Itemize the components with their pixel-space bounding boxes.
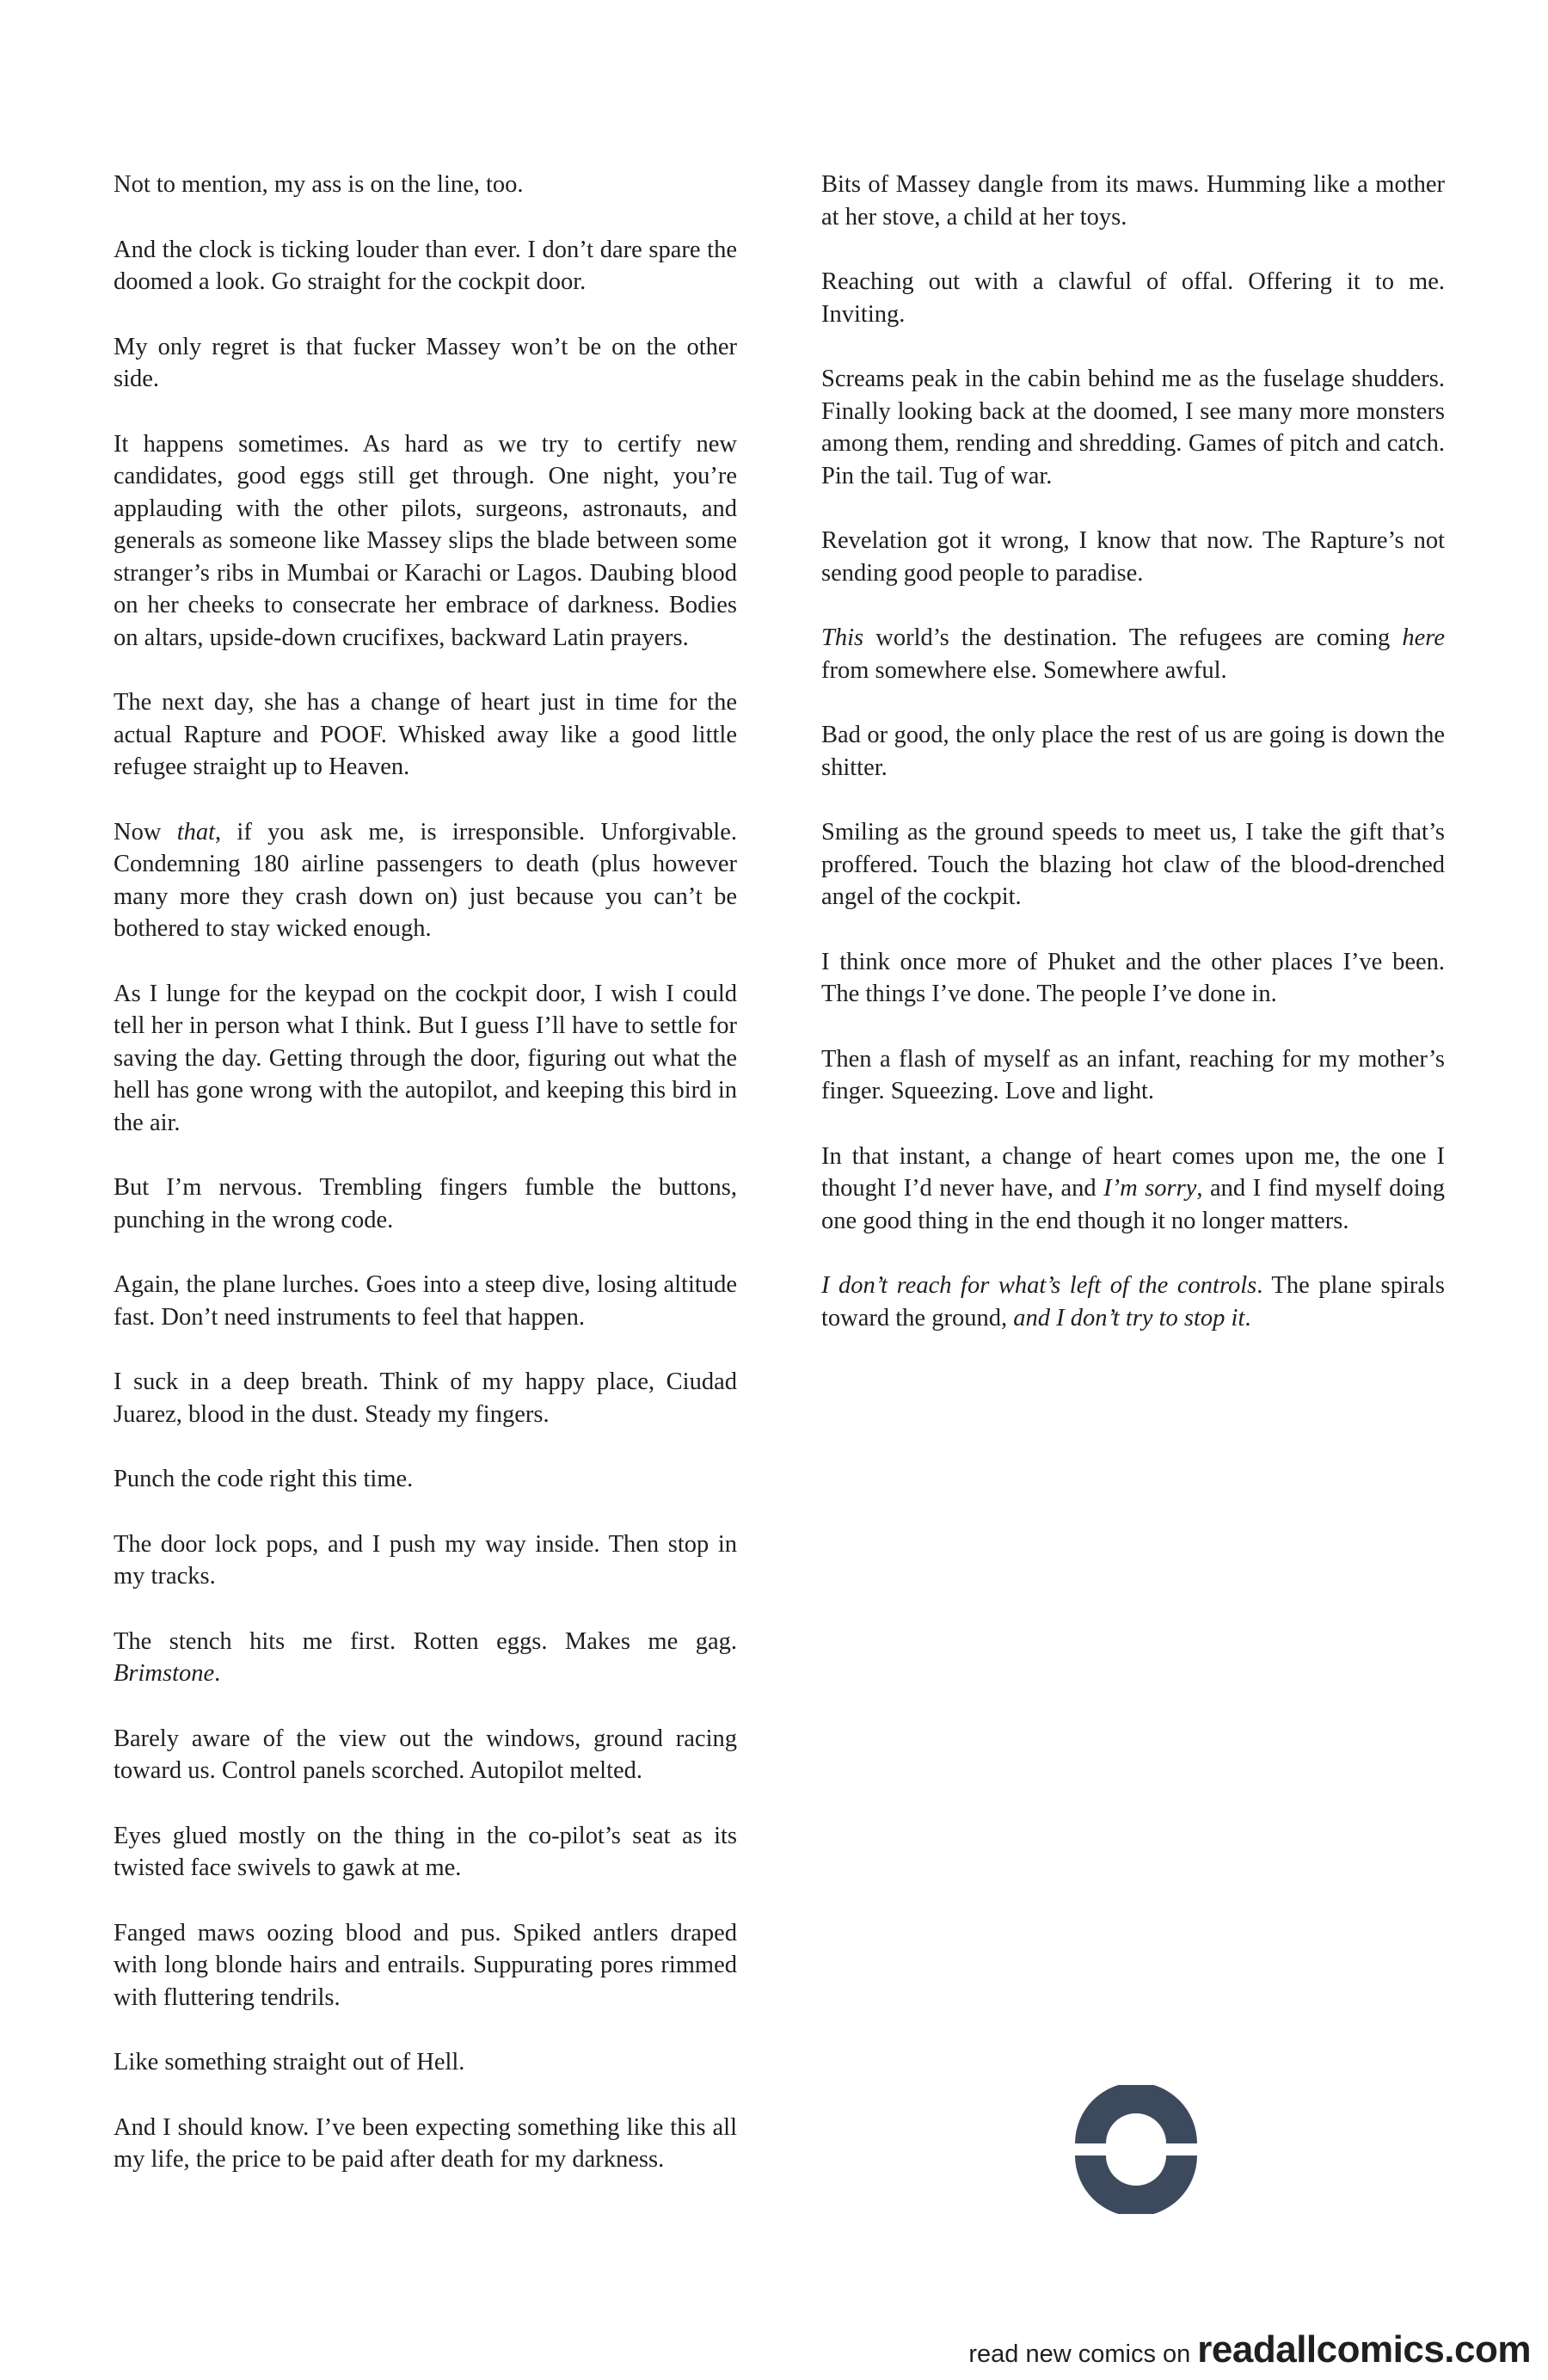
text-run: . The plane spirals toward the ground, <box>821 1272 1446 1331</box>
right-text-column <box>821 169 1445 1367</box>
text-run: Now <box>114 818 177 846</box>
paragraph: Revelation got it wrong, I know that now. The Rapture’s not sending good people to paradise. <box>821 527 1445 587</box>
paragraph: Bad or good, the only place the rest of us are going is down the shitter. <box>821 722 1445 781</box>
paragraph <box>821 622 1445 686</box>
paragraph: But I’m nervous. Trembling fingers fumble the buttons, punching in the wrong code. <box>114 1174 737 1233</box>
footer-site-link[interactable]: readallcomics.com <box>1197 2328 1531 2371</box>
emphasis-text: that <box>176 818 216 846</box>
paragraph: I suck in a deep breath. Think of my happy place, Ciudad Juarez, blood in the dust. Steady my fingers. <box>114 1368 737 1428</box>
emphasis-text: I don’t reach for what’s left of the controls <box>821 1272 1257 1299</box>
paragraph: Like something straight out of Hell. <box>114 2049 465 2076</box>
paragraph: My only regret is that fucker Massey won’t be on the other side. <box>114 333 737 392</box>
paragraph: I think once more of Phuket and the other places I’ve been. The things I’ve done. The people I’ve done in. <box>821 948 1445 1007</box>
paragraph: As I lunge for the keypad on the cockpit door, I wish I could tell her in person what I think. But I guess I’ll have to settle for saving the day. Getting through the door, figuring out what the hell has gone wrong with the autopilot, and keeping this bird in the air. <box>114 980 737 1136</box>
text-run: from somewhere else. Somewhere awful. <box>821 656 1227 684</box>
paragraph: The door lock pops, and I push my way inside. Then stop in my tracks. <box>114 1530 737 1590</box>
paragraph: Again, the plane lurches. Goes into a steep dive, losing altitude fast. Don’t need instruments to feel that happen. <box>114 1271 737 1331</box>
paragraph: And the clock is ticking louder than ever. I don’t dare spare the doomed a look. Go straight for the cockpit door. <box>114 236 737 295</box>
text-run: world’s the destination. The refugees are coming <box>863 624 1403 651</box>
paragraph: Eyes glued mostly on the thing in the co-pilot’s seat as its twisted face swivels to gawk at me. <box>114 1822 737 1881</box>
emphasis-text: and I don’t try to stop it <box>1013 1304 1245 1331</box>
paragraph: Fanged maws oozing blood and pus. Spiked antlers draped with long blonde hairs and entrails. Suppurating pores rimmed with fluttering tendrils. <box>114 1919 737 2011</box>
paragraph: Punch the code right this time. <box>114 1466 414 1492</box>
paragraph <box>114 816 737 945</box>
paragraph: Barely aware of the view out the windows, ground racing toward us. Control panels scorched. Autopilot melted. <box>114 1725 737 1784</box>
emphasis-text: here <box>1402 624 1445 651</box>
emphasis-text: Brimstone <box>114 1660 215 1687</box>
text-run: , if you ask me, is irresponsible. Unforgivable. Condemning 180 airline passengers to death (plus however many more they crash down on) just because you can’t be bothered to stay wicked enough. <box>114 818 737 942</box>
paragraph <box>821 1141 1445 1238</box>
emphasis-text: I’m sorry <box>1103 1175 1197 1202</box>
left-text-column <box>114 169 737 2209</box>
paragraph: Screams peak in the cabin behind me as the fuselage shudders. Finally looking back at the doomed, I see many more monsters among them, rending and shredding. Games of pitch and catch. Pin the tail. Tug of war. <box>821 366 1445 489</box>
footer-watermark <box>968 2328 1531 2371</box>
paragraph: The next day, she has a change of heart just in time for the actual Rapture and POOF. Whisked away like a good little refugee straight up to Heaven. <box>114 689 737 780</box>
paragraph <box>821 1270 1445 1334</box>
text-run: , and I find myself doing one good thing in the end though it no longer matters. <box>821 1175 1445 1234</box>
paragraph: Bits of Massey dangle from its maws. Humming like a mother at her stove, a child at her toys. <box>821 171 1445 231</box>
text-run: The stench hits me first. Rotten eggs. Makes me gag. <box>114 1627 737 1655</box>
footer-prefix: read new comics on <box>968 2340 1191 2368</box>
end-of-story-ring-icon <box>1072 2085 1201 2214</box>
paragraph: It happens sometimes. As hard as we try to certify new candidates, good eggs still get through. One night, you’re applauding with the other pilots, surgeons, astronauts, and generals as someone like Massey slips the blade between some stranger’s ribs in Mumbai or Karachi or Lagos. Daubing blood on her cheeks to consecrate her embrace of darkness. Bodies on altars, upside-down crucifixes, backward Latin prayers. <box>114 430 737 651</box>
paragraph: Reaching out with a clawful of offal. Offering it to me. Inviting. <box>821 268 1445 328</box>
paragraph: And I should know. I’ve been expecting something like this all my life, the price to be paid after death for my darkness. <box>114 2113 737 2173</box>
paragraph: Not to mention, my ass is on the line, too. <box>114 171 524 198</box>
text-run: . <box>1244 1304 1251 1331</box>
ring-top-half <box>1075 2085 1197 2143</box>
paragraph: Smiling as the ground speeds to meet us, I take the gift that’s proffered. Touch the blazing hot claw of the blood-drenched angel of the cockpit. <box>821 819 1445 910</box>
text-run: . <box>214 1660 221 1687</box>
emphasis-text: This <box>821 624 864 651</box>
text-run: In that instant, a change of heart comes upon me, the one I thought I’d never have, and <box>821 1142 1445 1202</box>
paragraph <box>114 1626 737 1690</box>
ring-bottom-half <box>1075 2156 1197 2214</box>
paragraph: Then a flash of myself as an infant, reaching for my mother’s finger. Squeezing. Love and light. <box>821 1045 1445 1104</box>
